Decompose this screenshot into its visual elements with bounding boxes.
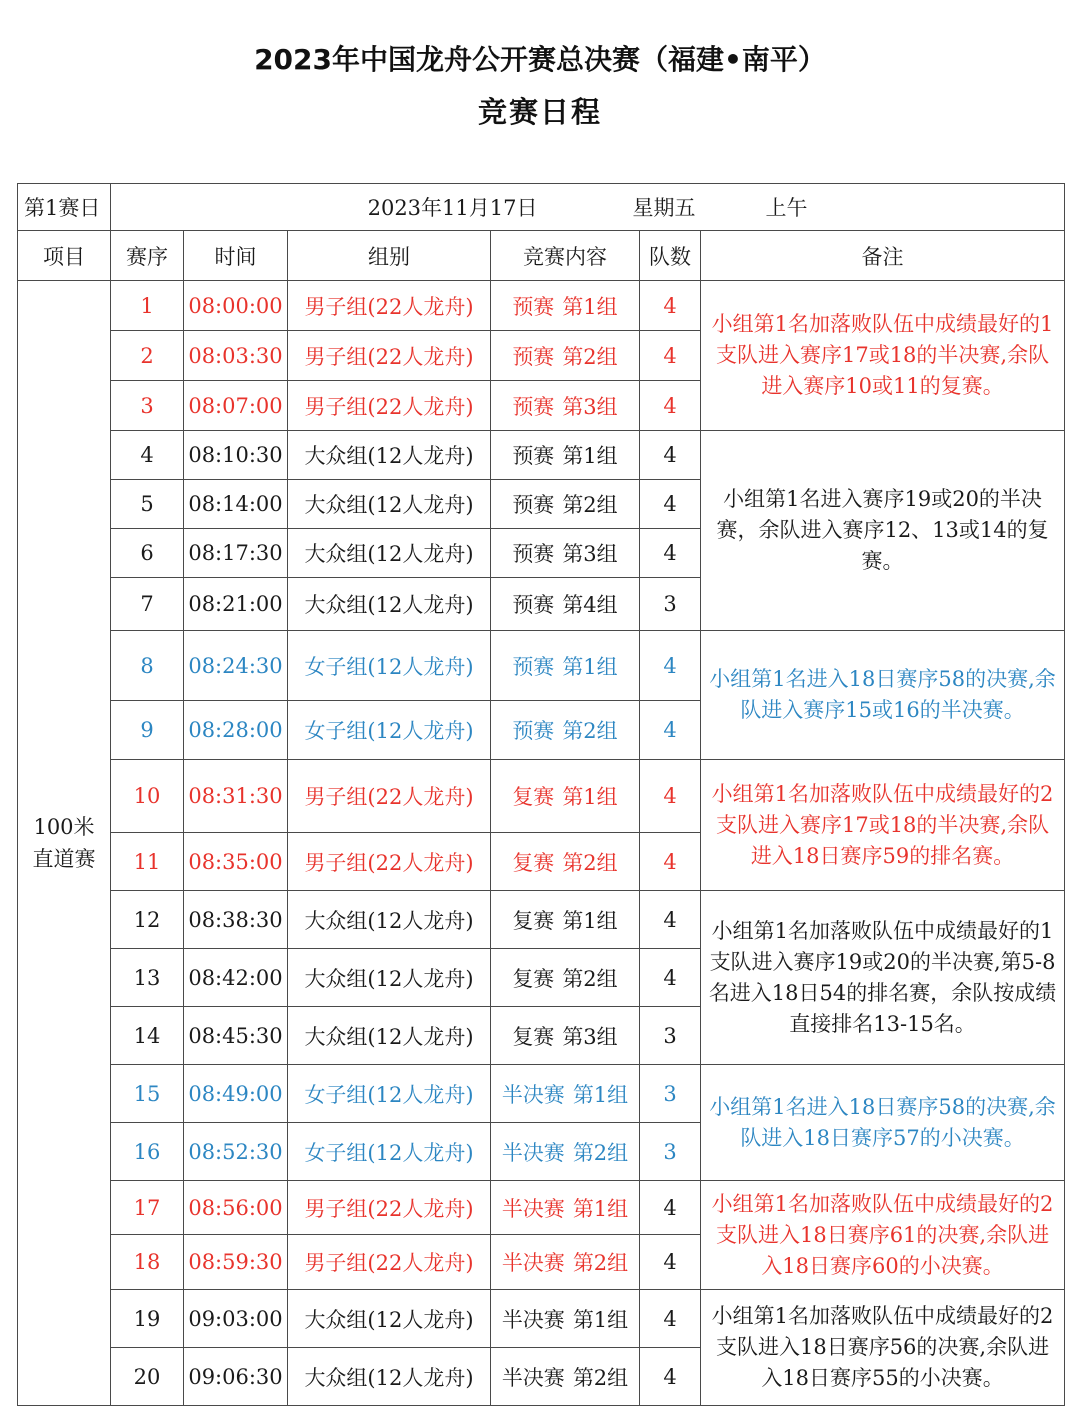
date-text: 2023年11月17日 <box>367 196 538 220</box>
race-teams: 4 <box>640 1181 701 1235</box>
race-stage: 预赛 <box>512 294 555 319</box>
note-cell: 小组第1名加落败队伍中成绩最好的1支队进入赛序17或18的半决赛,余队进入赛序10或11的复赛。 <box>701 281 1065 431</box>
race-group: 大众组(12人龙舟) <box>288 1007 491 1065</box>
session-text: 上午 <box>765 196 808 220</box>
day-label: 第1赛日 <box>18 184 111 231</box>
race-content <box>491 1007 640 1065</box>
race-time: 08:42:00 <box>184 949 288 1007</box>
note-cell: 小组第1名加落败队伍中成绩最好的2支队进入18日赛序61的决赛,余队进入18日赛序60的小决赛。 <box>701 1181 1065 1290</box>
race-stage: 复赛 <box>512 908 555 933</box>
race-time: 08:14:00 <box>184 480 288 529</box>
race-time: 08:59:30 <box>184 1235 288 1290</box>
race-heat: 第2组 <box>562 344 618 369</box>
race-teams: 4 <box>640 431 701 480</box>
event-distance: 100米 <box>33 815 95 839</box>
race-group: 女子组(12人龙舟) <box>288 631 491 701</box>
race-time: 08:24:30 <box>184 631 288 701</box>
race-heat: 第2组 <box>562 850 618 875</box>
race-group: 男子组(22人龙舟) <box>288 833 491 891</box>
race-heat: 第2组 <box>562 719 618 743</box>
race-content <box>491 529 640 578</box>
document-subtitle: 竞赛日程 <box>477 95 602 129</box>
race-seq: 6 <box>111 529 184 578</box>
event-type: 直道赛 <box>32 847 96 871</box>
race-stage: 复赛 <box>512 966 555 991</box>
race-group: 大众组(12人龙舟) <box>288 431 491 480</box>
race-stage: 半决赛 <box>501 1140 565 1165</box>
day-info-row <box>18 184 1065 231</box>
race-stage: 预赛 <box>512 493 555 517</box>
race-teams: 4 <box>640 331 701 381</box>
race-heat: 第1组 <box>562 785 618 809</box>
race-teams: 4 <box>640 1348 701 1406</box>
race-time: 08:56:00 <box>184 1181 288 1235</box>
race-group: 大众组(12人龙舟) <box>288 1348 491 1406</box>
day-info <box>111 184 1065 231</box>
race-stage: 半决赛 <box>501 1196 565 1221</box>
race-teams: 4 <box>640 631 701 701</box>
race-group: 大众组(12人龙舟) <box>288 578 491 631</box>
race-heat: 第3组 <box>562 394 618 419</box>
race-content <box>491 760 640 833</box>
race-seq: 7 <box>111 578 184 631</box>
race-time: 08:03:30 <box>184 331 288 381</box>
race-seq: 10 <box>111 760 184 833</box>
race-teams: 4 <box>640 891 701 949</box>
race-stage: 半决赛 <box>501 1251 565 1275</box>
race-stage: 预赛 <box>512 542 555 566</box>
race-seq: 2 <box>111 331 184 381</box>
race-group: 女子组(12人龙舟) <box>288 1123 491 1181</box>
race-stage: 预赛 <box>512 593 555 617</box>
table-row <box>18 1065 1065 1123</box>
race-heat: 第2组 <box>572 1365 629 1390</box>
race-stage: 半决赛 <box>501 1082 565 1107</box>
race-group: 大众组(12人龙舟) <box>288 529 491 578</box>
race-group: 男子组(22人龙舟) <box>288 1181 491 1235</box>
table-row <box>18 891 1065 949</box>
race-time: 08:21:00 <box>184 578 288 631</box>
race-heat: 第3组 <box>562 1024 618 1049</box>
race-group: 男子组(22人龙舟) <box>288 760 491 833</box>
race-content <box>491 1181 640 1235</box>
race-content <box>491 480 640 529</box>
race-heat: 第2组 <box>562 966 618 991</box>
race-time: 08:35:00 <box>184 833 288 891</box>
race-heat: 第3组 <box>562 542 618 566</box>
race-heat: 第1组 <box>572 1082 629 1107</box>
race-group: 大众组(12人龙舟) <box>288 1290 491 1348</box>
race-stage: 半决赛 <box>501 1365 565 1390</box>
race-heat: 第1组 <box>572 1196 629 1221</box>
table-row <box>18 631 1065 701</box>
race-teams: 4 <box>640 1235 701 1290</box>
race-heat: 第4组 <box>562 593 618 617</box>
race-stage: 复赛 <box>512 1024 555 1049</box>
race-content <box>491 578 640 631</box>
race-teams: 4 <box>640 381 701 431</box>
race-seq: 14 <box>111 1007 184 1065</box>
race-time: 08:52:30 <box>184 1123 288 1181</box>
race-stage: 预赛 <box>512 444 555 468</box>
race-content <box>491 1290 640 1348</box>
race-content <box>491 1065 640 1123</box>
race-content <box>491 1348 640 1406</box>
race-seq: 9 <box>111 701 184 760</box>
race-group: 男子组(22人龙舟) <box>288 281 491 331</box>
race-seq: 13 <box>111 949 184 1007</box>
race-group: 男子组(22人龙舟) <box>288 331 491 381</box>
race-stage: 预赛 <box>512 654 555 679</box>
race-heat: 第1组 <box>572 1307 629 1332</box>
race-group: 男子组(22人龙舟) <box>288 381 491 431</box>
race-stage: 复赛 <box>512 785 555 809</box>
race-teams: 4 <box>640 529 701 578</box>
race-teams: 4 <box>640 1290 701 1348</box>
race-content <box>491 1235 640 1290</box>
header-teams: 队数 <box>640 231 701 281</box>
race-group: 女子组(12人龙舟) <box>288 1065 491 1123</box>
race-group: 大众组(12人龙舟) <box>288 891 491 949</box>
race-time: 08:28:00 <box>184 701 288 760</box>
race-time: 08:49:00 <box>184 1065 288 1123</box>
race-heat: 第1组 <box>562 908 618 933</box>
race-seq: 11 <box>111 833 184 891</box>
race-teams: 3 <box>640 1123 701 1181</box>
race-seq: 15 <box>111 1065 184 1123</box>
race-time: 08:17:30 <box>184 529 288 578</box>
race-time: 08:00:00 <box>184 281 288 331</box>
race-group: 女子组(12人龙舟) <box>288 701 491 760</box>
header-group: 组别 <box>288 231 491 281</box>
race-heat: 第2组 <box>562 493 618 517</box>
race-stage: 预赛 <box>512 344 555 369</box>
race-content <box>491 949 640 1007</box>
race-time: 08:10:30 <box>184 431 288 480</box>
race-seq: 3 <box>111 381 184 431</box>
note-cell: 小组第1名进入18日赛序58的决赛,余队进入18日赛序57的小决赛。 <box>701 1065 1065 1181</box>
race-teams: 3 <box>640 1065 701 1123</box>
race-seq: 20 <box>111 1348 184 1406</box>
race-seq: 8 <box>111 631 184 701</box>
race-content <box>491 891 640 949</box>
race-heat: 第2组 <box>572 1140 629 1165</box>
table-row <box>18 1290 1065 1348</box>
race-time: 08:45:30 <box>184 1007 288 1065</box>
race-teams: 4 <box>640 281 701 331</box>
race-heat: 第2组 <box>572 1251 629 1275</box>
race-time: 08:07:00 <box>184 381 288 431</box>
race-content <box>491 431 640 480</box>
table-row <box>18 760 1065 833</box>
race-content <box>491 701 640 760</box>
race-teams: 3 <box>640 1007 701 1065</box>
note-cell: 小组第1名加落败队伍中成绩最好的2支队进入赛序17或18的半决赛,余队进入18日赛序59的排名赛。 <box>701 760 1065 891</box>
race-teams: 4 <box>640 949 701 1007</box>
race-teams: 4 <box>640 833 701 891</box>
race-stage: 预赛 <box>512 394 555 419</box>
document-title: 2023年中国龙舟公开赛总决赛（福建•南平） <box>254 43 826 76</box>
race-seq: 17 <box>111 1181 184 1235</box>
race-seq: 19 <box>111 1290 184 1348</box>
race-teams: 4 <box>640 480 701 529</box>
race-heat: 第1组 <box>562 444 618 468</box>
race-content <box>491 381 640 431</box>
race-time: 09:03:00 <box>184 1290 288 1348</box>
event-cell <box>18 281 111 1406</box>
header-time: 时间 <box>184 231 288 281</box>
header-content: 竞赛内容 <box>491 231 640 281</box>
race-teams: 3 <box>640 578 701 631</box>
race-seq: 5 <box>111 480 184 529</box>
race-stage: 预赛 <box>512 719 555 743</box>
note-cell: 小组第1名加落败队伍中成绩最好的2支队进入18日赛序56的决赛,余队进入18日赛序55的小决赛。 <box>701 1290 1065 1406</box>
race-stage: 复赛 <box>512 850 555 875</box>
note-cell: 小组第1名进入赛序19或20的半决赛，余队进入赛序12、13或14的复赛。 <box>701 431 1065 631</box>
race-content <box>491 281 640 331</box>
race-content <box>491 1123 640 1181</box>
race-stage: 半决赛 <box>501 1307 565 1332</box>
race-teams: 4 <box>640 701 701 760</box>
table-row <box>18 1181 1065 1235</box>
race-time: 08:38:30 <box>184 891 288 949</box>
race-group: 男子组(22人龙舟) <box>288 1235 491 1290</box>
race-group: 大众组(12人龙舟) <box>288 480 491 529</box>
race-teams: 4 <box>640 760 701 833</box>
table-row <box>18 431 1065 480</box>
note-cell: 小组第1名加落败队伍中成绩最好的1支队进入赛序19或20的半决赛,第5-8名进入18日54的排名赛，余队按成绩直接排名13-15名。 <box>701 891 1065 1065</box>
header-row <box>18 231 1065 281</box>
race-seq: 16 <box>111 1123 184 1181</box>
race-content <box>491 331 640 381</box>
header-event: 项目 <box>18 231 111 281</box>
race-seq: 12 <box>111 891 184 949</box>
race-content <box>491 833 640 891</box>
race-group: 大众组(12人龙舟) <box>288 949 491 1007</box>
note-cell: 小组第1名进入18日赛序58的决赛,余队进入赛序15或16的半决赛。 <box>701 631 1065 760</box>
table-row <box>18 281 1065 331</box>
race-content <box>491 631 640 701</box>
race-seq: 18 <box>111 1235 184 1290</box>
race-time: 08:31:30 <box>184 760 288 833</box>
race-seq: 1 <box>111 281 184 331</box>
header-seq: 赛序 <box>111 231 184 281</box>
race-seq: 4 <box>111 431 184 480</box>
race-heat: 第1组 <box>562 294 618 319</box>
race-heat: 第1组 <box>562 654 618 679</box>
weekday-text: 星期五 <box>632 196 696 220</box>
schedule-table <box>17 183 1065 1406</box>
race-time: 09:06:30 <box>184 1348 288 1406</box>
header-notes: 备注 <box>701 231 1065 281</box>
